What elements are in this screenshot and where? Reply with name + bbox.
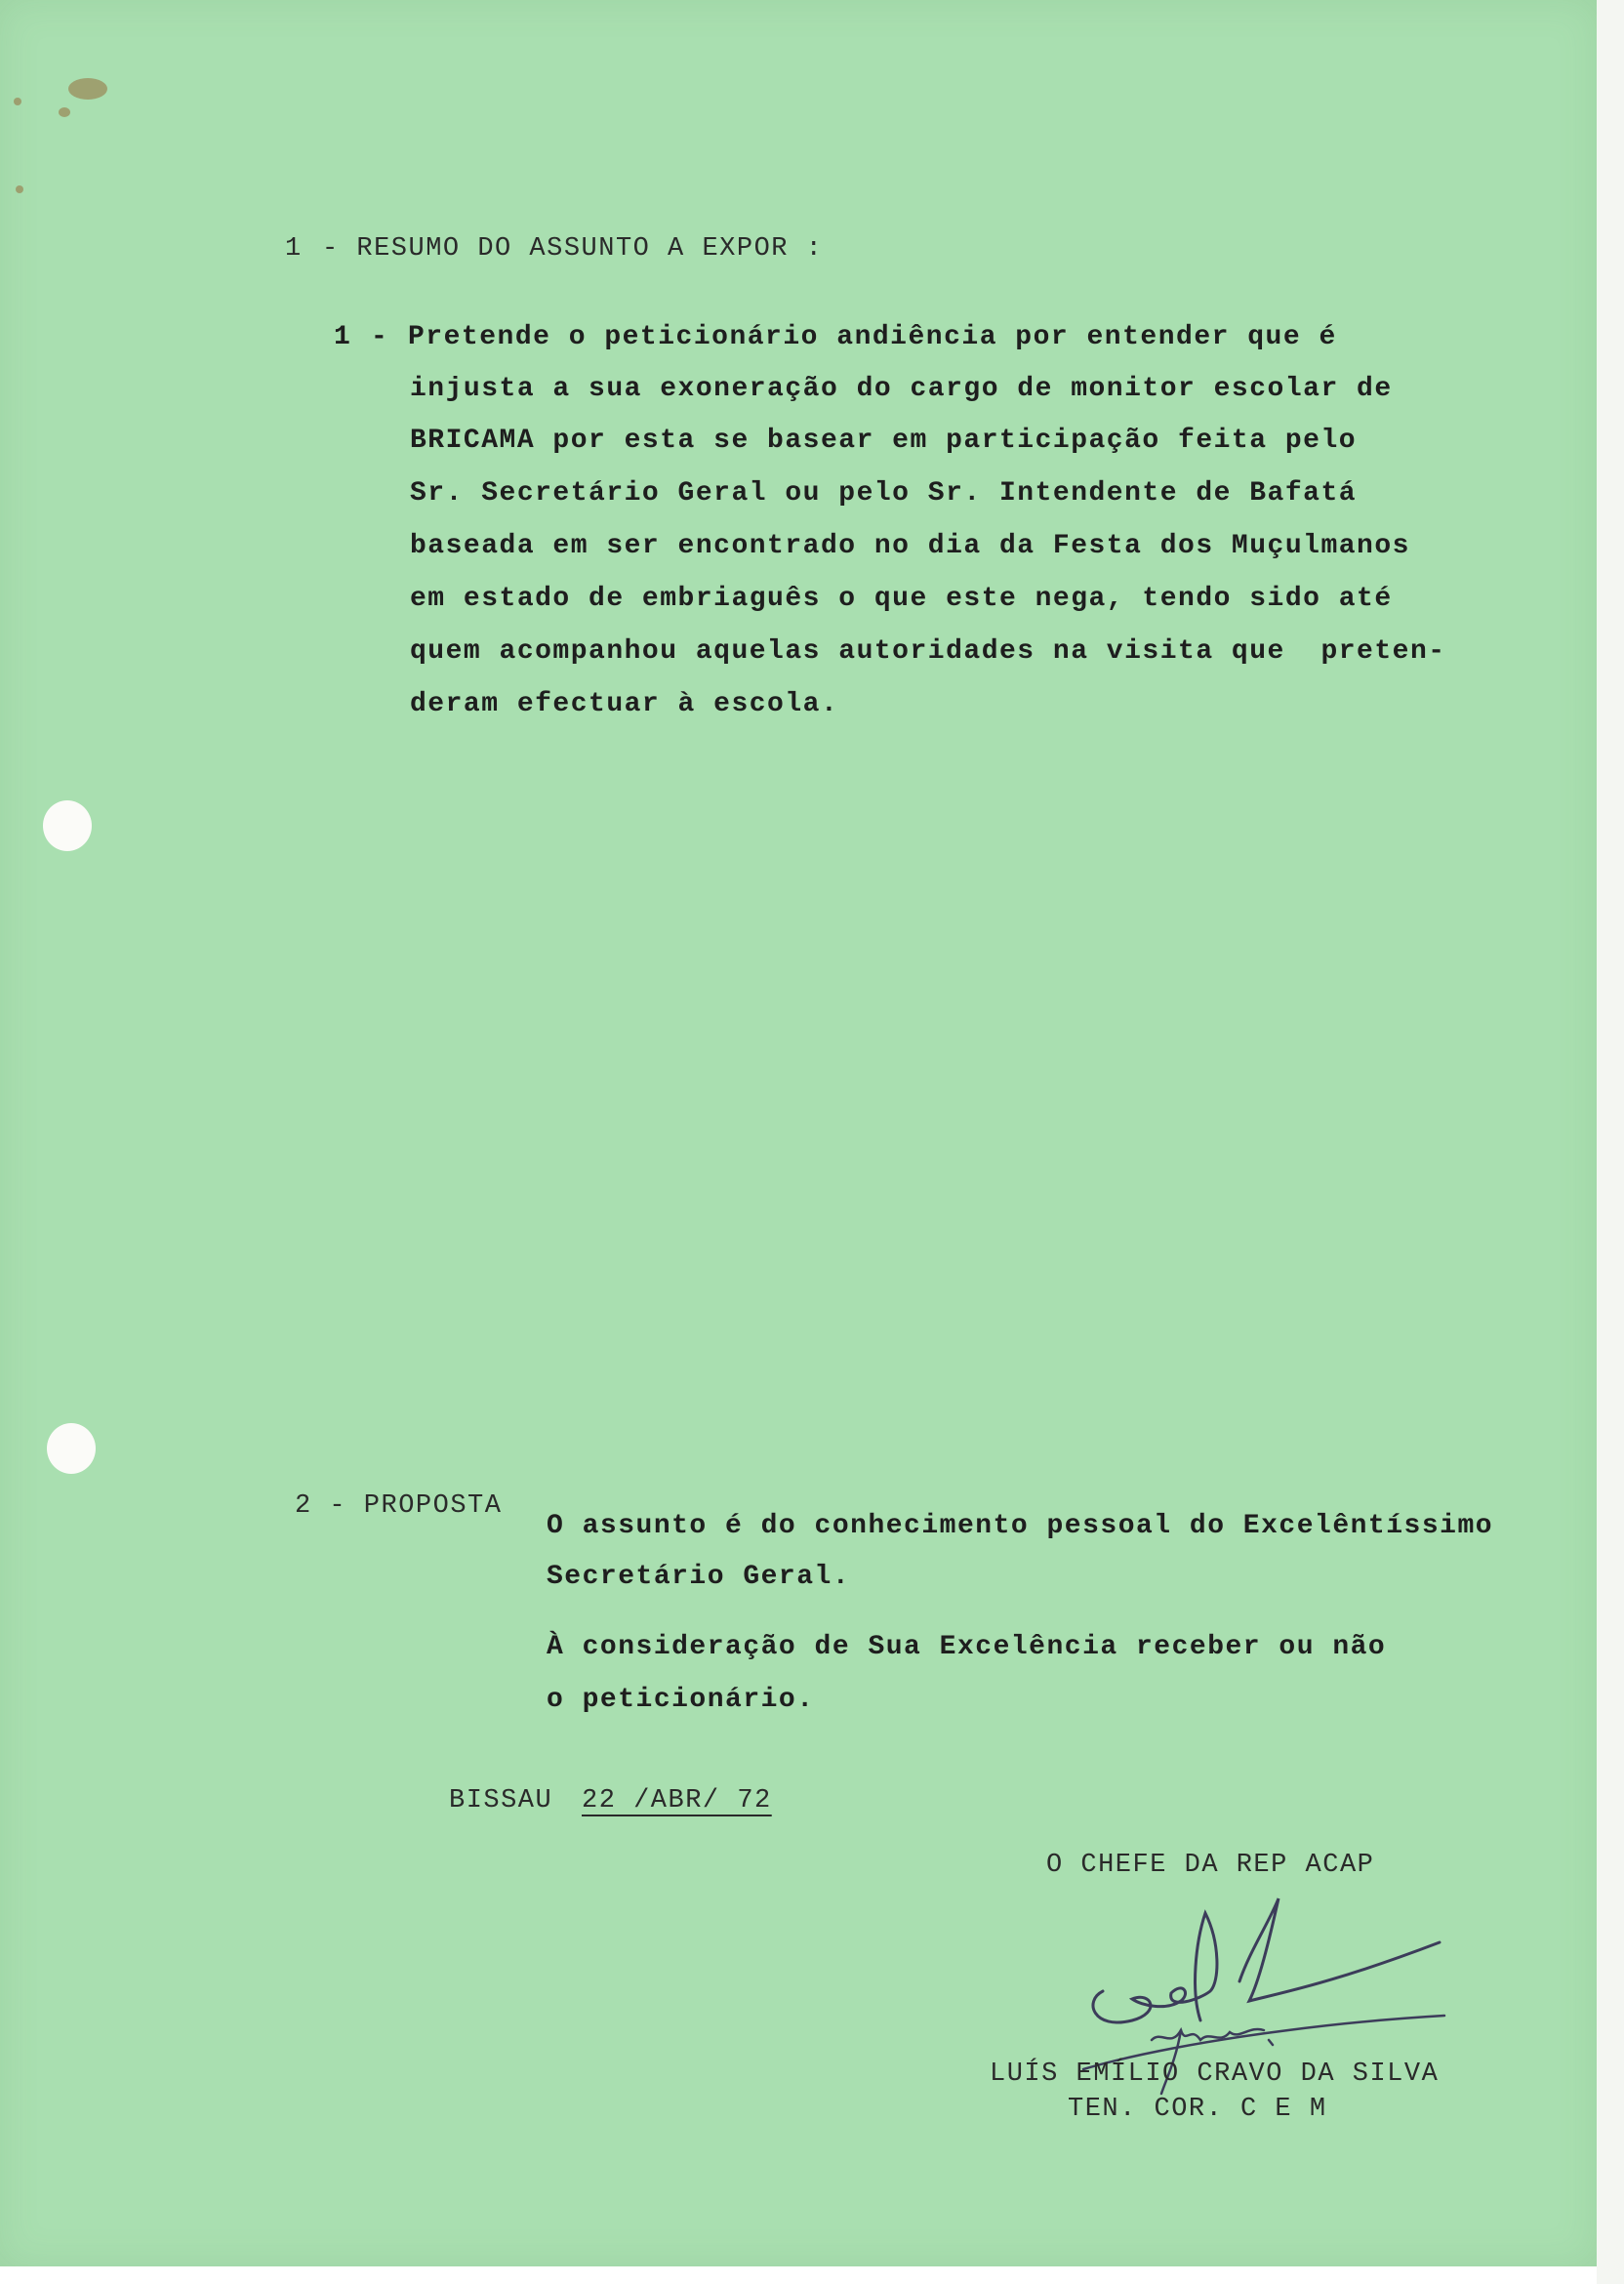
section2-label: 2 - PROPOSTA <box>295 1491 503 1521</box>
punch-hole-upper <box>43 800 92 851</box>
proposal-line-3: À consideração de Sua Excelência receber ou não <box>547 1632 1387 1662</box>
summary-line-2: injusta a sua exoneração do cargo de monitor escolar de <box>410 374 1393 404</box>
summary-line-6: em estado de embriaguês o que este nega, tendo sido até <box>410 584 1393 614</box>
summary-line-3: BRICAMA por esta se basear em participação feita pelo <box>410 426 1358 456</box>
section1-heading: - RESUMO DO ASSUNTO A EXPOR : <box>322 234 824 264</box>
stain-mark <box>16 185 23 193</box>
signature-title: O CHEFE DA REP ACAP <box>1046 1851 1375 1880</box>
stain-mark <box>68 78 107 100</box>
punch-hole-lower <box>47 1423 96 1474</box>
date-place: BISSAU <box>449 1786 553 1815</box>
signatory-rank: TEN. COR. C E M <box>1068 2095 1327 2124</box>
proposal-line-2: Secretário Geral. <box>547 1562 851 1592</box>
stain-mark <box>59 107 70 117</box>
summary-line-5: baseada em ser encontrado no dia da Festa dos Muçulmanos <box>410 531 1410 561</box>
paper-edge <box>1597 0 1624 2284</box>
section1-number: 1 <box>285 234 303 264</box>
section1-item-number: 1 <box>334 322 352 352</box>
summary-line-8: deram efectuar à escola. <box>410 689 839 719</box>
summary-line-4: Sr. Secretário Geral ou pelo Sr. Intendente de Bafatá <box>410 478 1358 509</box>
summary-line-7: quem acompanhou aquelas autoridades na visita que preten- <box>410 636 1446 667</box>
stain-mark <box>14 98 21 105</box>
proposal-line-4: o peticionário. <box>547 1685 815 1715</box>
summary-line-1: Pretende o peticionário andiência por entender que é <box>408 322 1337 352</box>
date-value: 22 /ABR/ 72 <box>582 1786 772 1815</box>
section1-item-dash: - <box>371 322 389 352</box>
proposal-line-1: O assunto é do conhecimento pessoal do Excelêntíssimo <box>547 1511 1494 1541</box>
signatory-name: LUÍS EMÍLIO CRAVO DA SILVA <box>990 2060 1440 2089</box>
